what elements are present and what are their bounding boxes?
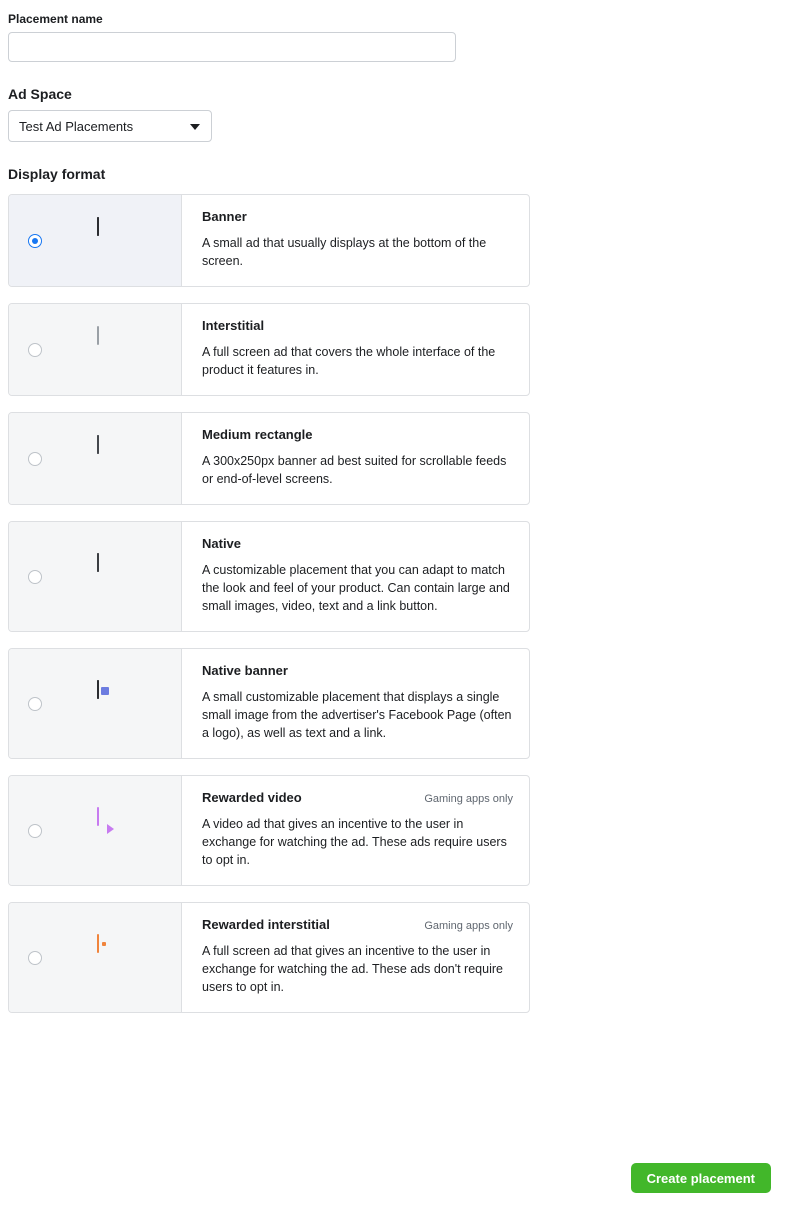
radio-interstitial[interactable] xyxy=(28,343,42,357)
placement-name-label: Placement name xyxy=(8,12,103,26)
banner-phone-icon xyxy=(97,218,127,264)
format-option-native-selector[interactable] xyxy=(9,522,182,631)
format-description: A full screen ad that gives an incentive to the user in exchange for watching the ad. These ads don't require users to opt in. xyxy=(202,944,503,994)
format-option-native-banner[interactable] xyxy=(8,648,530,759)
radio-rewarded-interstitial[interactable] xyxy=(28,951,42,965)
rewarded-video-phone-icon xyxy=(97,808,127,854)
format-option-native[interactable] xyxy=(8,521,530,632)
format-description: A small ad that usually displays at the bottom of the screen. xyxy=(202,236,487,268)
radio-native[interactable] xyxy=(28,570,42,584)
format-description: A small customizable placement that displays a single small image from the advertiser's Facebook Page (often a logo), as well as text and a link. xyxy=(202,690,512,740)
radio-native-banner[interactable] xyxy=(28,697,42,711)
ad-space-select-value[interactable]: Test Ad Placements xyxy=(8,110,212,142)
format-title: Banner xyxy=(202,209,247,224)
format-option-native-body xyxy=(182,522,529,631)
format-option-banner-body xyxy=(182,195,529,286)
format-title: Rewarded video xyxy=(202,790,302,805)
format-tag: Gaming apps only xyxy=(424,793,513,805)
format-option-medium-rectangle[interactable] xyxy=(8,412,530,505)
medium-rectangle-phone-icon xyxy=(97,436,127,482)
format-tag: Gaming apps only xyxy=(424,920,513,932)
ad-space-select[interactable] xyxy=(8,110,212,142)
format-title: Native xyxy=(202,536,242,551)
create-placement-button[interactable]: Create placement xyxy=(631,1163,771,1193)
format-option-rewarded-interstitial[interactable] xyxy=(8,902,530,1013)
format-option-medium-rectangle-selector[interactable] xyxy=(9,413,182,504)
form-footer xyxy=(631,1163,771,1193)
format-option-rewarded-interstitial-body xyxy=(182,903,529,1012)
radio-medium-rectangle[interactable] xyxy=(28,452,42,466)
format-option-banner[interactable] xyxy=(8,194,530,287)
format-option-rewarded-video-selector[interactable] xyxy=(9,776,182,885)
format-option-interstitial-body xyxy=(182,304,529,395)
format-option-rewarded-video-body xyxy=(182,776,529,885)
native-phone-icon xyxy=(97,554,127,600)
format-option-native-banner-body xyxy=(182,649,529,758)
format-title: Rewarded interstitial xyxy=(202,917,330,932)
ad-space-label: Ad Space xyxy=(8,86,72,102)
placement-name-input[interactable] xyxy=(8,32,456,62)
format-option-rewarded-interstitial-selector[interactable] xyxy=(9,903,182,1012)
radio-banner[interactable] xyxy=(28,234,42,248)
radio-rewarded-video[interactable] xyxy=(28,824,42,838)
format-option-interstitial-selector[interactable] xyxy=(9,304,182,395)
interstitial-phone-icon xyxy=(97,327,127,373)
rewarded-interstitial-phone-icon xyxy=(97,935,127,981)
display-format-label: Display format xyxy=(8,166,106,182)
native-banner-phone-icon xyxy=(97,681,127,727)
format-option-interstitial[interactable] xyxy=(8,303,530,396)
format-description: A full screen ad that covers the whole interface of the product it features in. xyxy=(202,345,496,377)
format-option-medium-rectangle-body xyxy=(182,413,529,504)
format-option-native-banner-selector[interactable] xyxy=(9,649,182,758)
format-title: Medium rectangle xyxy=(202,427,313,442)
format-option-rewarded-video[interactable] xyxy=(8,775,530,886)
format-title: Native banner xyxy=(202,663,288,678)
format-option-banner-selector[interactable] xyxy=(9,195,182,286)
display-format-options xyxy=(8,194,793,1013)
format-description: A customizable placement that you can adapt to match the look and feel of your product. Can contain large and small images, video, text and a link button. xyxy=(202,563,510,613)
format-description: A 300x250px banner ad best suited for scrollable feeds or end-of-level screens. xyxy=(202,454,507,486)
format-title: Interstitial xyxy=(202,318,265,333)
format-description: A video ad that gives an incentive to the user in exchange for watching the ad. These ads require users to opt in. xyxy=(202,817,507,867)
